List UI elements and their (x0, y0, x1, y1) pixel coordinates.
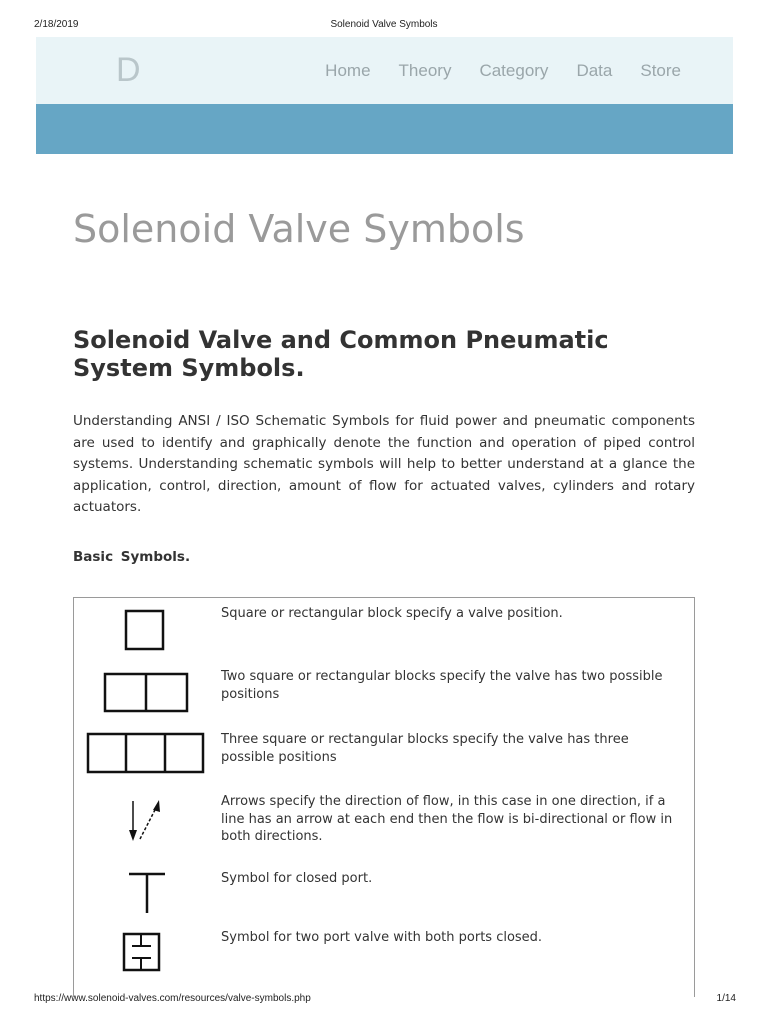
site-logo[interactable]: D (116, 51, 141, 89)
two-block-symbol-icon (74, 661, 218, 721)
nav-store[interactable]: Store (640, 61, 681, 80)
basic-symbols-heading: Basic Symbols. (73, 549, 191, 565)
nav-theory[interactable]: Theory (398, 61, 452, 80)
symbols-table (73, 597, 695, 997)
print-page-number: 1/14 (716, 993, 736, 1004)
print-title: Solenoid Valve Symbols (330, 19, 438, 30)
intro-paragraph: Understanding ANSI / ISO Schematic Symbols for fluid power and pneumatic components are used to identify and graphically denote the function and operation of piped control systems. Understanding schematic symbols will help to better understand at a glance the application, control, direction, amount of flow for actuated valves, cylinders and rotary actuators. (73, 413, 695, 515)
print-url: https://www.solenoid-valves.com/resources/valve-symbols.php (34, 993, 311, 1004)
symbol-description: Arrows specify the direction of flow, in this case in one direction, if a line has an arrow at each end then the flow is bi-directional or flow in both directions. (221, 794, 673, 844)
nav-category[interactable]: Category (479, 61, 549, 80)
single-block-symbol-icon (74, 598, 218, 658)
symbol-description: Symbol for two port valve with both ports closed. (221, 930, 543, 945)
site-header (36, 37, 733, 104)
header-banner (36, 104, 733, 154)
symbol-description: Two square or rectangular blocks specify the valve has two possible positions (221, 669, 663, 702)
symbol-description: Three square or rectangular blocks specify the valve has three possible positions (221, 732, 629, 765)
two-port-closed-symbol-icon (74, 922, 218, 982)
three-block-symbol-icon (74, 724, 218, 784)
nav-data[interactable]: Data (576, 61, 613, 80)
section-heading: Solenoid Valve and Common Pneumatic System Symbols. (73, 326, 609, 382)
main-nav (325, 61, 681, 81)
print-date: 2/18/2019 (34, 19, 79, 30)
nav-home[interactable]: Home (325, 61, 371, 80)
page-title: Solenoid Valve Symbols (73, 207, 525, 251)
closed-port-symbol-icon (74, 863, 218, 923)
flow-arrows-symbol-icon (74, 786, 218, 856)
symbol-description: Symbol for closed port. (221, 871, 373, 886)
symbol-description: Square or rectangular block specify a valve position. (221, 606, 563, 621)
